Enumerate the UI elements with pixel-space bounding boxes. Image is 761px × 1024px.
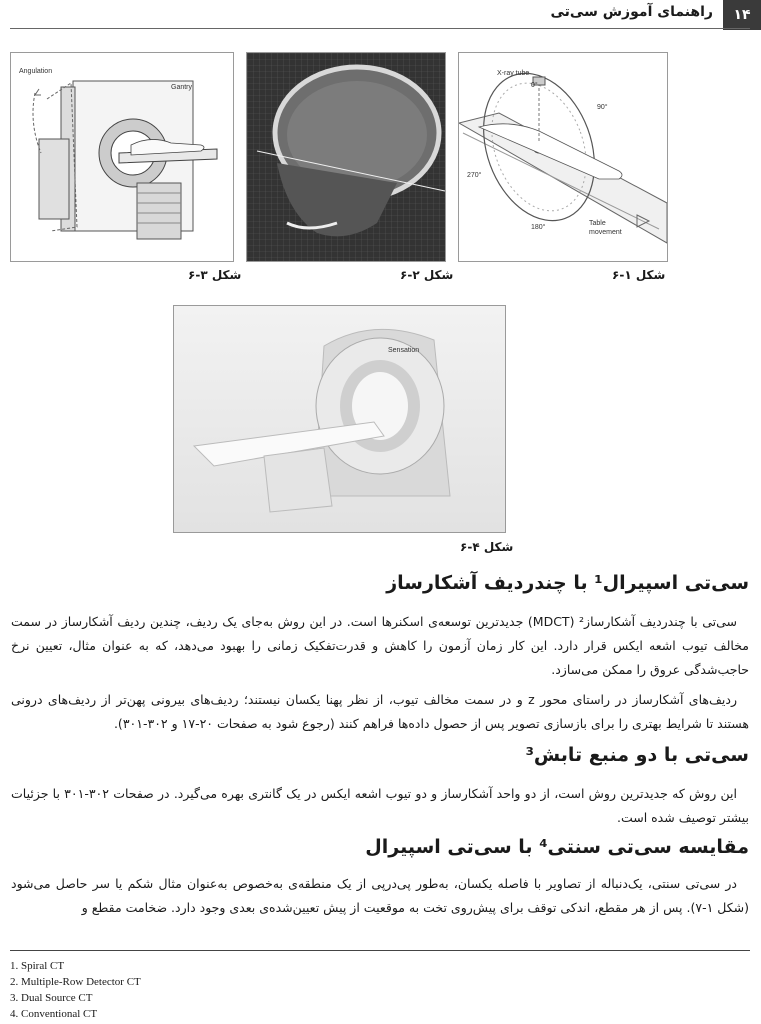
label-xray-tube: X-ray tube xyxy=(497,70,530,77)
figure-6-4 xyxy=(173,305,506,533)
footnote-2: 2. Multiple-Row Detector CT xyxy=(10,976,141,988)
caption-figure-6-2: شکل ۲-۶ xyxy=(400,268,454,282)
paragraph-dual-source-text: این روش که جدیدترین روش است، از دو واحد آشکارساز و دو تیوب اشعه ایکس در یک گانتری بهره می‌گیرد. در صفحات ۳۰۲-۳۰۱ با جزئیات بیشتر توصیف شده است. xyxy=(11,786,749,825)
label-gantry: Gantry xyxy=(171,84,193,91)
paragraph-mdct-intro-text: سی‌تی با چندردیف آشکارساز² (MDCT) جدیدترین توسعه‌ی اسکنرها است. در این روش به‌جای یک ردیف، چندین ردیف آشکارساز در سمت مخالف تیوب اشعه ایکس قرار دارد. این کار زمان آزمون را کاهش و قدرت‌تفکیک زمانی را بهبود می‌دهد، که به عنوان مثال، تعیین نرخ حاجب‌شدگی عروق را ممکن می‌سازد. xyxy=(11,614,749,677)
label-270-degrees: 270° xyxy=(467,172,482,179)
paragraph-mdct-intro xyxy=(11,610,749,682)
running-header-title: راهنمای آموزش سی‌تی xyxy=(550,4,713,20)
label-180-degrees: 180° xyxy=(531,224,546,231)
label-sensation-brand: Sensation xyxy=(388,347,420,354)
label-table: Table xyxy=(589,220,606,227)
ct-scanner-photo xyxy=(174,306,505,532)
ct-gantry-illustration xyxy=(11,53,233,261)
footnotes xyxy=(10,958,141,1022)
section-heading-conventional-vs-spiral: مقایسه سی‌تی سنتی⁴ با سی‌تی اسپیرال xyxy=(365,836,749,858)
label-angulation: Angulation xyxy=(19,68,53,75)
figure-6-2 xyxy=(246,52,446,262)
footnote-1: 1. Spiral CT xyxy=(10,960,65,972)
caption-figure-6-1: شکل ۱-۶ xyxy=(612,268,666,282)
figure-6-3 xyxy=(10,52,234,262)
footnote-4: 4. Conventional CT xyxy=(10,1008,98,1020)
label-0-degrees: 0° xyxy=(531,82,538,89)
caption-figure-6-3: شکل ۳-۶ xyxy=(188,268,242,282)
section-heading-spiral-mdct: سی‌تی اسپیرال¹ با چندردیف آشکارساز xyxy=(386,572,749,594)
label-90-degrees: 90° xyxy=(597,104,608,111)
page-number: ۱۴ xyxy=(723,0,761,30)
paragraph-dual-source xyxy=(11,782,749,830)
paragraph-conventional-ct-text: در سی‌تی سنتی، یک‌دنباله از تصاویر با فاصله یکسان، به‌طور پی‌درپی از یک منطقه‌ی به‌خصوص به‌عنوان مثال شکم یا سر حاصل می‌شود (شکل ۱-۷). پس از هر مقطع، اندکی توقف برای پیش‌روی تخت به موقعیت از پیش تعیین‌شده‌ی بعدی وجود دارد. ضخامت مقطع و xyxy=(11,876,749,915)
section-heading-dual-source: سی‌تی با دو منبع تابش³ xyxy=(525,744,749,766)
figure-6-1 xyxy=(458,52,668,262)
caption-figure-6-4: شکل ۴-۶ xyxy=(460,540,514,554)
header-rule xyxy=(10,28,750,29)
footnote-3: 3. Dual Source CT xyxy=(10,992,93,1004)
paragraph-detector-rows-text: ردیف‌های آشکارساز در راستای محور z و در سمت مخالف تیوب، از نظر پهنا یکسان نیستند؛ ردیف‌های بیرونی پهن‌تر از ردیف‌های درونی هستند تا شرایط بهتری را برای بازسازی تصویر پس از حصول داده‌ها فراهم کنند (رجوع شود به صفحات ۲۰-۱۷ و ۳۰۲-۳۰۱). xyxy=(11,692,749,731)
head-scout-image xyxy=(247,53,445,261)
tube-rotation-diagram xyxy=(459,53,667,261)
paragraph-conventional-ct xyxy=(11,872,749,920)
paragraph-detector-rows xyxy=(11,688,749,736)
label-movement: movement xyxy=(589,229,622,236)
footnote-rule xyxy=(10,950,750,951)
